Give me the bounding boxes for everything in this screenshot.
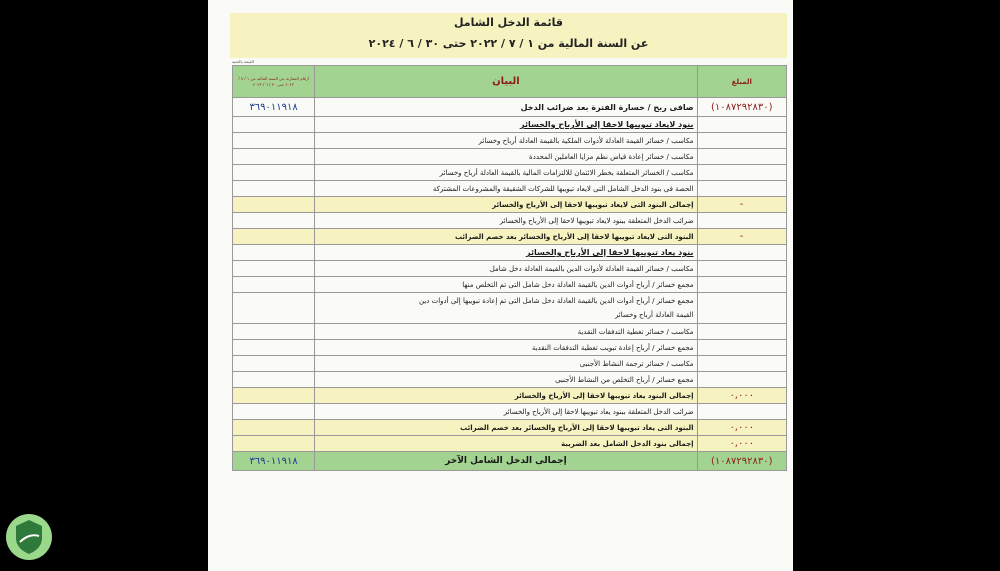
table-row <box>233 261 787 277</box>
column-header-amount: المبلغ <box>697 66 786 98</box>
comparative-cell <box>233 261 315 277</box>
table-row <box>233 356 787 372</box>
description-cell: مكاسب / خسائر إعادة قياس نظم مزايا العاملين المحددة <box>315 149 697 165</box>
description-cell: مجمع خسائر / أرباح التخلص من النشاط الأجنبى <box>315 372 697 388</box>
comparative-cell <box>233 213 315 229</box>
comparative-cell <box>233 420 315 436</box>
amount-cell: ٠,٠٠٠ <box>697 388 786 404</box>
amount-cell <box>697 181 786 197</box>
amount-cell: - <box>697 197 786 213</box>
comparative-cell <box>233 117 315 133</box>
table-row <box>233 436 787 452</box>
comparative-cell <box>233 356 315 372</box>
description-cell: صافى ربح / خسارة الفترة بعد ضرائب الدخل <box>315 98 697 117</box>
table-row <box>233 149 787 165</box>
description-cell: البنود التى لايعاد تبويبها لاحقا إلى الأرباح والخسائر بعد خصم الضرائب <box>315 229 697 245</box>
total-comparative-cell: ٣٦٩٠١١٩١٨ <box>233 452 315 471</box>
amount-cell <box>697 165 786 181</box>
description-cell: مكاسب / خسائر ترجمة النشاط الأجنبى <box>315 356 697 372</box>
currency-note: القيمة بالجنيه <box>232 59 254 64</box>
amount-cell <box>697 293 786 324</box>
comparative-cell <box>233 181 315 197</box>
logo-icon <box>6 514 52 560</box>
comparative-cell <box>233 436 315 452</box>
table-row <box>233 117 787 133</box>
comparative-cell <box>233 245 315 261</box>
document-page <box>208 0 793 571</box>
amount-cell: (١٠٨٧٢٩٢٨٣٠) <box>697 98 786 117</box>
description-cell: البنود التى يعاد تبويبها لاحقا إلى الأرباح والخسائر بعد خصم الضرائب <box>315 420 697 436</box>
amount-cell <box>697 404 786 420</box>
description-cell: إجمالى البنود يعاد تبويبها لاحقا إلى الأرباح والخسائر <box>315 388 697 404</box>
amount-cell <box>697 340 786 356</box>
description-cell: مكاسب / خسائر القيمة العادلة لأدوات الملكية بالقيمة العادلة أرباح وخسائر <box>315 133 697 149</box>
description-cell: ضرائب الدخل المتعلقة ببنود يعاد تبويبها لاحقا إلى الأرباح والخسائر <box>315 404 697 420</box>
description-line: القيمة العادلة أرباح وخسائر <box>614 311 694 319</box>
income-statement-table <box>232 65 787 471</box>
statement-period: عن السنة المالية من ١ / ٧ / ٢٠٢٢ حتى ٣٠ / ٦ / ٢٠٢٤ <box>368 37 649 50</box>
comparative-cell <box>233 149 315 165</box>
comparative-cell <box>233 165 315 181</box>
comparative-cell <box>233 229 315 245</box>
amount-cell <box>697 372 786 388</box>
amount-cell <box>697 213 786 229</box>
comparative-cell <box>233 197 315 213</box>
amount-cell <box>697 261 786 277</box>
description-cell: الحصة فى بنود الدخل الشامل التى لايعاد تبويبها للشركات الشقيقة والمشروعات المشتركة <box>315 181 697 197</box>
table-row <box>233 133 787 149</box>
total-row <box>233 452 787 471</box>
amount-cell: ٠,٠٠٠ <box>697 420 786 436</box>
description-cell: مكاسب / خسائر القيمة العادلة لأدوات الدين بالقيمة العادلة دخل شامل <box>315 261 697 277</box>
column-header-comparative: أرقام المقارنة عن السنة المالية من ١ / ٧ / ٢٠٢٢ حتى ٣٠ / ٦ / ٢٠٢٣ <box>233 66 315 98</box>
description-cell: بنود يعاد تبويبها لاحقا إلى الأرباح والخسائر <box>315 245 697 261</box>
comparative-cell <box>233 277 315 293</box>
amount-cell: ٠,٠٠٠ <box>697 436 786 452</box>
column-header-description: البيان <box>315 66 697 98</box>
comparative-cell <box>233 133 315 149</box>
comparative-cell <box>233 388 315 404</box>
amount-cell <box>697 117 786 133</box>
table-row <box>233 324 787 340</box>
amount-cell <box>697 277 786 293</box>
statement-header <box>230 13 787 58</box>
amount-cell <box>697 245 786 261</box>
amount-cell <box>697 356 786 372</box>
table-row <box>233 372 787 388</box>
comparative-cell <box>233 340 315 356</box>
description-cell: مجمع خسائر / أرباح إعادة تبويب تغطية التدفقات النقدية <box>315 340 697 356</box>
total-amount-cell: (١٠٨٧٢٩٢٨٣٠) <box>697 452 786 471</box>
table-header-row <box>233 66 787 98</box>
comparative-cell: ٣٦٩٠١١٩١٨ <box>233 98 315 117</box>
comparative-cell <box>233 324 315 340</box>
amount-cell <box>697 133 786 149</box>
description-cell: إجمالى بنود الدخل الشامل بعد الضريبة <box>315 436 697 452</box>
description-cell: مجمع خسائر / أرباح أدوات الدين بالقيمة العادلة دخل شامل التى تم التخلص منها <box>315 277 697 293</box>
table-row <box>233 229 787 245</box>
table-row <box>233 245 787 261</box>
comparative-cell <box>233 404 315 420</box>
table-row <box>233 197 787 213</box>
table-row <box>233 388 787 404</box>
statement-title: قائمة الدخل الشامل <box>453 16 564 29</box>
description-cell: مكاسب / خسائر تغطية التدفقات النقدية <box>315 324 697 340</box>
total-description-cell: إجمالى الدخل الشامل الآخر <box>315 452 697 471</box>
description-cell: إجمالى البنود التى لايعاد تبويبها لاحقا إلى الأرباح والخسائر <box>315 197 697 213</box>
description-cell <box>315 293 697 324</box>
table-row <box>233 420 787 436</box>
table-row <box>233 293 787 324</box>
description-cell: بنود لايعاد تبويبها لاحقا إلى الأرباح والخسائر <box>315 117 697 133</box>
description-cell: ضرائب الدخل المتعلقة ببنود لايعاد تبويبها لاحقا إلى الأرباح والخسائر <box>315 213 697 229</box>
amount-cell <box>697 324 786 340</box>
amount-cell <box>697 149 786 165</box>
table-row <box>233 181 787 197</box>
table-row <box>233 277 787 293</box>
comparative-cell <box>233 372 315 388</box>
table-row <box>233 213 787 229</box>
table-row <box>233 340 787 356</box>
description-cell: مكاسب / الخسائر المتعلقة بخطر الائتمان للالتزامات المالية بالقيمة العادلة أرباح وخسائر <box>315 165 697 181</box>
amount-cell: - <box>697 229 786 245</box>
table-row <box>233 165 787 181</box>
comparative-cell <box>233 293 315 324</box>
table-row <box>233 98 787 117</box>
description-line: مجمع خسائر / أرباح أدوات الدين بالقيمة العادلة دخل شامل التى تم إعادة تبويبها إلى أدوات دين <box>419 297 694 305</box>
table-row <box>233 404 787 420</box>
